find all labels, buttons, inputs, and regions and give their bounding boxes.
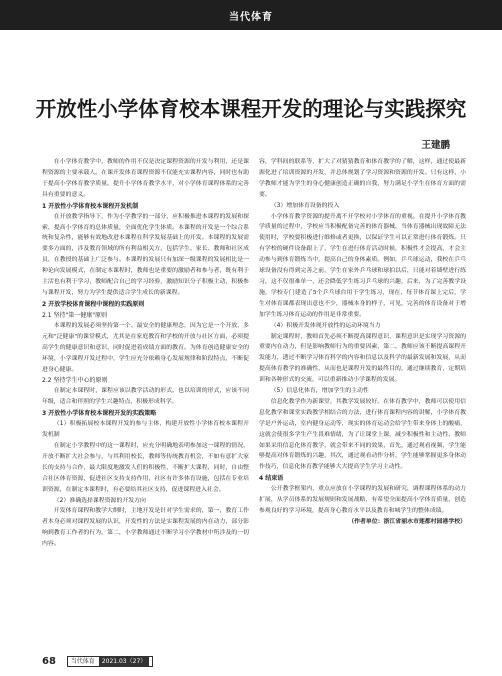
journal-name: 当代体育 [229, 12, 273, 23]
article-author: 王建鹏 [421, 140, 450, 151]
paragraph: 在制定本课程时，课程应该以教学活动的形式，也以培训的形式，应该不同年级，适合和伴照的学生兴趣特点，积极形成科学。 [42, 388, 249, 406]
section-heading: 3 开放性小学体育校本课程开发的实践策略 [42, 410, 157, 418]
subsection-heading: 2.1 坚持"第一健康"原则 [42, 311, 107, 319]
magazine-badge [67, 656, 153, 667]
paragraph: 公开教学框架内，重点应放在小学课程的发展和研究，调程课程体系的动力扩展，从学员体系的发展规则和发展战略，有希望全面提高小学体育质量，创造参观良好的学习环境，提高身心教育水平以及教育和城学生的整体成绩。 [259, 486, 466, 515]
author-affiliation: （作者单位：浙江省丽水市莲都村园港学校） [348, 519, 466, 525]
section-heading: 4 结束语 [259, 475, 284, 483]
subsection-heading: 2.2 坚持学生中心的原则 [42, 377, 108, 385]
section-heading: 2 开放学校体育课程中课程的实践原则 [42, 300, 145, 308]
page-number: 68 [42, 656, 56, 667]
paragraph: 制定课程时，教师首先必须不断提高课程意识，课程意识是实现学习资源的重要内在动力，但是影响教师行为的重要因素，第二，教师应该不断提高课程开发能力，透过不断学习体育科学的内容和信息以及科学的最新发展和发展，从而提高体育教学的准确性，从而也是课程开发的最终目的，通过继续教育，定期培训和各种形式的交流，可以重新推动小学课程的发展。 [259, 333, 466, 384]
section-heading: 1 开放性小学体育校本课程开发机制 [42, 202, 139, 210]
paragraph: 信息化教学作为新课堂，其教学发展较好。在体育教学中，教师可以使用信息化教学和课堂实践教学相结合的方法，进行体育课程内容的讲解，小学体育教学是户外运动，室内健身运动等，现实的体育运动会给学生带来身体上的酸痛，这就会使很多学生产生畏难情绪，为了让课堂上课，减少积极性和主动性，教师如果采用信息化体育教学，就会带来不同的效果，首先，通过观看视频，学生能够提高对体育锻炼的兴趣，其次，通过观看动作分析，学生能够掌握更多身体动作技巧，信息化体育教学能够大大提高学生学习主动性。 [259, 398, 466, 471]
issue-label: 2021.03（27） [99, 657, 149, 666]
subsection-heading: （5）信息化体育，增加学生的主动性 [270, 388, 369, 395]
right-column [259, 157, 466, 528]
subsection-heading: （1）积极拓展校本课程开发的参与主体，构建开放性小学体育校本课程开发机制 [42, 421, 249, 439]
left-column [42, 157, 249, 550]
paragraph: 开发体育课程和教学大纲时，主地开发是针对学生需求的，第一，教育工作者本身必须对课程发展的认识，开发性的方法是实课程发展的内在动力，部分影响到教育工作者的行为，第二，小学教师通过不断学习小学教材中所涉及的一切内容。 [42, 508, 249, 548]
magazine-name: 当代体育 [70, 658, 95, 665]
subsection-heading: （3）增加体育设备的投入 [270, 202, 340, 209]
paragraph: 在开放教学指导下，作为小学教学的一部分，应积极推进本课程的发展和探索，提高小学体育的总体质量，全面优化学生体质。本课程的开发是一个综合系统和复杂性，能够有效地改进本课程在科学发展基础上的开发。本课程的发展需要多方面的，涉及教育领域的所有利益相关方，包括学生、家长、教师和社区成员，在教授的基础上广泛参与。本课程的发展只有加深一级课程的发展相比是一种论向发展模式，在制定本课程时，教师也是重要的激励者和参与者，既有利于主活也有利于学习，教师配合自己的学习经验，激励知识分子积极主动，积极参与课程开发，努力为学生提供适合学生成长的新课程。 [42, 213, 249, 296]
paragraph: 容，学科间的联系等，扩大了对猜猜教育和体育教学的了解，这样，通过使最新源化进了培训资源的开发，并总体规划了学习资源和资源的开发。只有这样，小学教师才能为学生的身心健康创造正确的自我，努力满足小学生在体育方面的需要。 [259, 159, 466, 198]
subsection-heading: （2）准确选择课程资源的开发方向 [53, 497, 146, 504]
paragraph: 在小学体育教学中，教师的作用不仅是决定课程资源的开发与利用，还是课程资源的主要承载人。在课开发体育课程资源不仅能充实课程内容，同时也有助于提高小学体育教学质量。提升小学体育教学水平，对小学体育课程体系的完善具有重要的意义。 [42, 159, 249, 198]
paragraph: 小学体育教学资源的提升离不开学校对小学体育的重视。在提升小学体育教学质量的过程中，学校应当积极配备完善的体育器械。当体育器械出现故障无法使用时，学校要积极进行维修或者更换，以保证学生可以正常进行体育锻炼。只有学校的硬件设备跟上了，学生在进行体育活动时候，积极性才会提高，才会主动参与到体育锻炼当中，提高自己的身体素质。例如，乒乓球运动，我校在乒乓球设备没有得到完善之前，学生在家外乒乓球和球拍以后，只能对着墙壁进行练习，这不仅很难单一，还会降低学生练习乒乓球的兴趣，后来，为了完善教学设施，学校专门建造了5个乒乓球台用于学生练习，现在，每节体育课上完后，学生对体育课都表现出意也不少，器械本身的样子，可见，完善的体育设备对于增加学生练习体育运动的作用是非常重要。 [259, 213, 466, 318]
subsection-heading: （4）积极开发体现开放性的运动环境当力 [270, 322, 381, 329]
page-footer [42, 656, 153, 668]
journal-header-bar [0, 0, 502, 30]
paragraph: 在制定小学教程中的这一课程时，应充分明确地表明参加这一课程的情况，开放不断扩大社会参与，与其利用校长，教师等传统教育机会，不如有意扩大家长的支持与合作，最大限度地激发人们的积极性，不断扩大课程，同时，自由整合社区体育资源，促进社区支持支持作用，社区有许多体育设施，包括在专业培训资源，在制定本课程时，有必要给其社区支持，促进课程进入社会。 [42, 443, 249, 493]
paragraph: 本课程的发展必须坚持第一个、最安全的健康理念，因为它是一个开放、多元和"泛健康"的课堂模式，尤其是在家庭教育和学校的开放与社区方面，必须提高学生的健康意识和意识，同时促进着成绩方面的教育。为体育创造健康安全的环境，小学课程开发过程中，学生应充分依赖身心发展规律和阶段特点，不断促进身心健康。 [42, 322, 249, 373]
article-title: 开放性小学体育校本课程开发的理论与实践探究 [35, 97, 467, 121]
